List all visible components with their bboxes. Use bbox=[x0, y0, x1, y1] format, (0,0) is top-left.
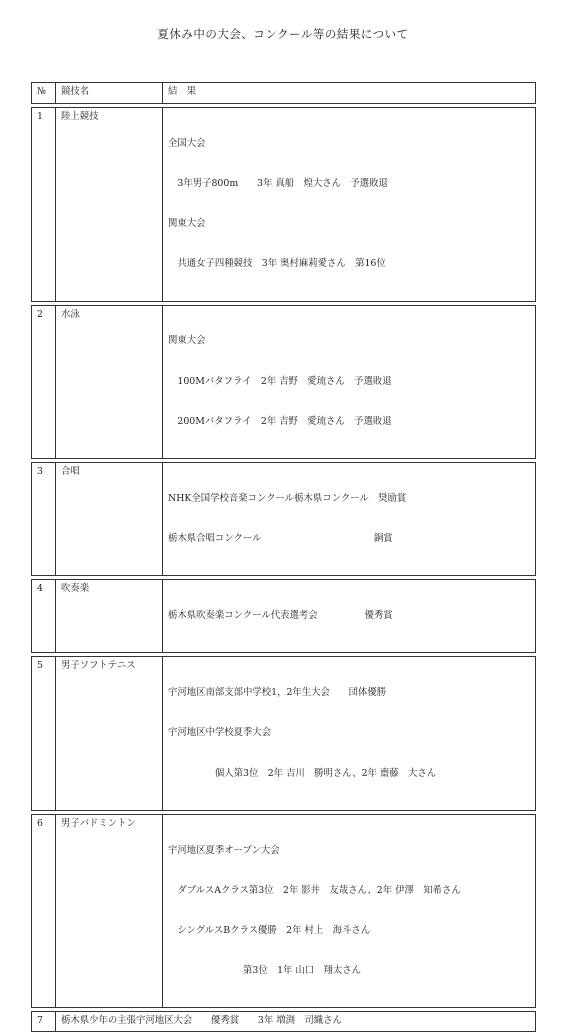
result-line: シングルスBクラス優勝 2年 村上 海斗さん bbox=[168, 924, 371, 936]
table-row bbox=[32, 580, 536, 653]
row-no: 6 bbox=[32, 814, 56, 1008]
row-result bbox=[163, 580, 536, 653]
row-combined: 栃木県少年の主張宇河地区大会 優秀賞 3年 増渕 司織さん bbox=[56, 1012, 536, 1031]
row-no: 4 bbox=[32, 580, 56, 653]
header-event: 競技名 bbox=[56, 83, 163, 104]
result-line: 関東大会 bbox=[168, 335, 206, 347]
row-result bbox=[163, 305, 536, 458]
result-line: 栃木県合唱コンクール 銅賞 bbox=[168, 533, 393, 545]
row-event: 吹奏楽 bbox=[56, 580, 163, 653]
result-line: 200Mバタフライ 2年 吉野 愛琉さん 予選敗退 bbox=[168, 415, 392, 427]
result-line: 100Mバタフライ 2年 吉野 愛琉さん 予選敗退 bbox=[168, 375, 392, 387]
row-no: 7 bbox=[32, 1012, 56, 1031]
table-header-row bbox=[32, 83, 536, 104]
result-line: 共通女子四種競技 3年 奥村麻莉愛さん 第16位 bbox=[168, 258, 386, 270]
result-line: 第3位 1年 山口 翔太さん bbox=[168, 965, 362, 977]
row-event: 男子ソフトテニス bbox=[56, 657, 163, 810]
result-line: ダブルスAクラス第3位 2年 影井 友哉さん、2年 伊澤 知希さん bbox=[168, 884, 461, 896]
row-event: 水泳 bbox=[56, 305, 163, 458]
table-row bbox=[32, 814, 536, 1008]
page-title: 夏休み中の大会、コンクール等の結果について bbox=[157, 27, 409, 41]
results-table bbox=[31, 82, 536, 1032]
result-line: 宇河地区南部支部中学校1，2年生大会 団体優勝 bbox=[168, 687, 387, 699]
result-line: 栃木県吹奏楽コンクール代表選考会 優秀賞 bbox=[168, 610, 393, 622]
result-line: 全国大会 bbox=[168, 137, 206, 149]
result-line: 宇河地区中学校夏季大会 bbox=[168, 727, 272, 739]
row-no: 5 bbox=[32, 657, 56, 810]
table-row bbox=[32, 108, 536, 302]
row-no: 2 bbox=[32, 305, 56, 458]
result-line: NHK全国学校音楽コンクール栃木県コンクール 奨励賞 bbox=[168, 492, 407, 504]
table-row bbox=[32, 463, 536, 576]
row-result bbox=[163, 814, 536, 1008]
row-event: 陸上競技 bbox=[56, 108, 163, 302]
header-no: № bbox=[32, 83, 56, 104]
result-line: 関東大会 bbox=[168, 218, 206, 230]
row-result bbox=[163, 108, 536, 302]
table-row bbox=[32, 1012, 536, 1031]
table-row bbox=[32, 657, 536, 810]
table-row bbox=[32, 305, 536, 458]
row-result bbox=[163, 657, 536, 810]
result-line: 個人第3位 2年 吉川 勝明さん、2年 齋藤 大さん bbox=[168, 767, 437, 779]
row-no: 3 bbox=[32, 463, 56, 576]
row-event: 合唱 bbox=[56, 463, 163, 576]
result-line: 宇河地区夏季オープン大会 bbox=[168, 844, 280, 856]
result-line: 3年男子800m 3年 真船 煌大さん 予選敗退 bbox=[168, 178, 388, 190]
row-event: 男子バドミントン bbox=[56, 814, 163, 1008]
header-result: 結 果 bbox=[163, 83, 536, 104]
row-no: 1 bbox=[32, 108, 56, 302]
row-result bbox=[163, 463, 536, 576]
